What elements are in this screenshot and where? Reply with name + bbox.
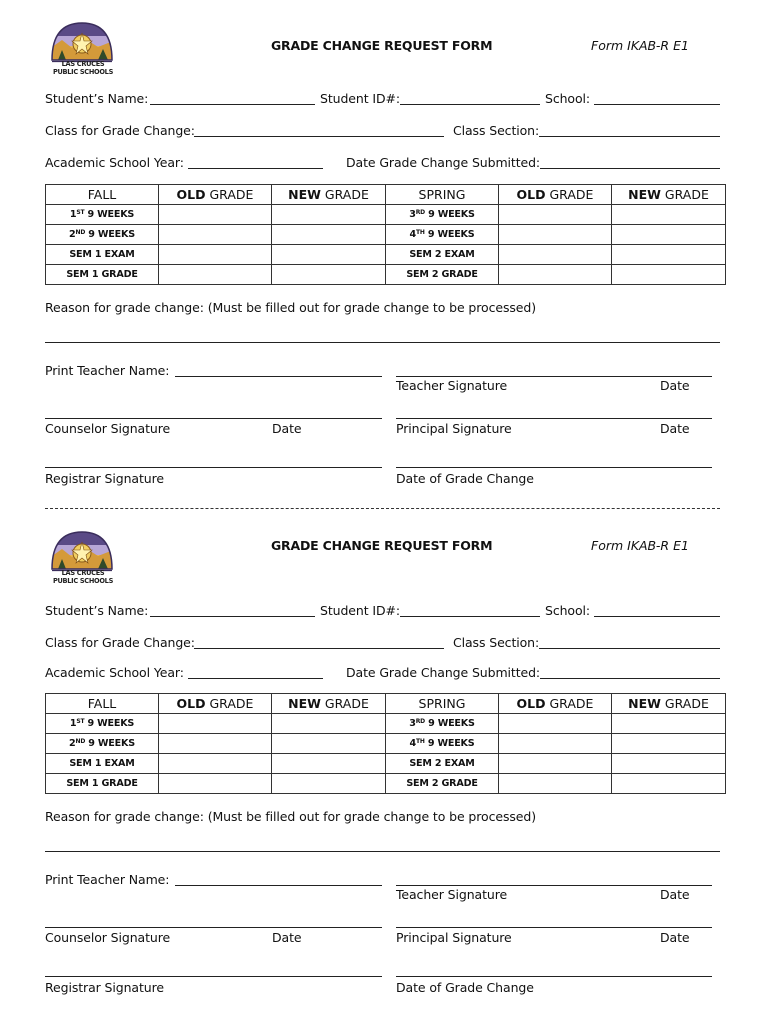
spring-old-grade-cell[interactable]: [499, 774, 612, 794]
academic-year-field[interactable]: [188, 168, 323, 169]
fall-new-grade-cell[interactable]: [272, 754, 386, 774]
grade-table-header: [46, 694, 726, 714]
logo-wordmark: LAS CRUCES PUBLIC SCHOOLS: [52, 569, 114, 585]
table-row: [46, 734, 726, 754]
fall-new-grade-cell[interactable]: [272, 245, 386, 265]
spring-old-grade-cell[interactable]: [499, 265, 612, 285]
academic-year-label: Academic School Year:: [45, 665, 184, 680]
class-field[interactable]: [194, 648, 444, 649]
spring-period-label: 4TH 9 WEEKS: [386, 225, 499, 245]
fall-new-grade-header: NEW GRADE: [272, 185, 386, 205]
spring-old-grade-cell[interactable]: [499, 205, 612, 225]
form-title: GRADE CHANGE REQUEST FORM: [271, 538, 493, 553]
principal-signature-label: Principal Signature: [396, 421, 512, 436]
student-id-label: Student ID#:: [320, 603, 400, 618]
fall-period-label: 1ST 9 WEEKS: [46, 714, 159, 734]
spring-period-label: SEM 2 GRADE: [386, 265, 499, 285]
principal-signature-label: Principal Signature: [396, 930, 512, 945]
table-row: [46, 714, 726, 734]
school-field[interactable]: [594, 104, 720, 105]
fall-old-grade-cell[interactable]: [159, 734, 272, 754]
reason-field[interactable]: [45, 342, 720, 343]
teacher-signature-line[interactable]: [396, 376, 712, 377]
class-section-label: Class Section:: [453, 635, 540, 650]
spring-old-grade-cell[interactable]: [499, 714, 612, 734]
fall-old-grade-header: OLD GRADE: [159, 185, 272, 205]
class-field[interactable]: [194, 136, 444, 137]
fall-old-grade-cell[interactable]: [159, 774, 272, 794]
date-submitted-label: Date Grade Change Submitted:: [346, 665, 541, 680]
counselor-signature-label: Counselor Signature: [45, 421, 171, 436]
spring-header: SPRING: [386, 694, 499, 714]
student-name-field[interactable]: [150, 616, 315, 617]
fall-new-grade-cell[interactable]: [272, 734, 386, 754]
registrar-signature-label: Registrar Signature: [45, 471, 164, 486]
date-of-change-label: Date of Grade Change: [396, 980, 534, 995]
spring-header: SPRING: [386, 185, 499, 205]
school-label: School:: [545, 603, 591, 618]
counselor-signature-label: Counselor Signature: [45, 930, 171, 945]
academic-year-field[interactable]: [188, 678, 323, 679]
date-submitted-label: Date Grade Change Submitted:: [346, 155, 541, 170]
fall-header: FALL: [46, 694, 159, 714]
print-teacher-label: Print Teacher Name:: [45, 872, 170, 887]
form-number: Form IKAB-R E1: [591, 38, 689, 53]
teacher-signature-label: Teacher Signature: [396, 887, 508, 902]
fall-old-grade-cell[interactable]: [159, 754, 272, 774]
fall-header: FALL: [46, 185, 159, 205]
student-name-label: Student’s Name:: [45, 603, 149, 618]
spring-period-label: 4TH 9 WEEKS: [386, 734, 499, 754]
spring-new-grade-cell[interactable]: [612, 774, 726, 794]
fall-period-label: 2ND 9 WEEKS: [46, 734, 159, 754]
principal-signature-line[interactable]: [396, 418, 712, 419]
date-of-change-label: Date of Grade Change: [396, 471, 534, 486]
fall-new-grade-cell[interactable]: [272, 205, 386, 225]
teacher-signature-line[interactable]: [396, 885, 712, 886]
spring-new-grade-header: NEW GRADE: [612, 694, 726, 714]
print-teacher-label: Print Teacher Name:: [45, 363, 170, 378]
class-section-field[interactable]: [539, 136, 720, 137]
fall-new-grade-cell[interactable]: [272, 265, 386, 285]
registrar-signature-label: Registrar Signature: [45, 980, 164, 995]
grade-change-form-bottom: [0, 509, 770, 1019]
spring-old-grade-cell[interactable]: [499, 245, 612, 265]
table-row: [46, 265, 726, 285]
date-of-change-line[interactable]: [396, 467, 712, 468]
table-row: [46, 205, 726, 225]
grade-table: [45, 184, 726, 285]
logo-wordmark: LAS CRUCES PUBLIC SCHOOLS: [52, 60, 114, 76]
student-name-field[interactable]: [150, 104, 315, 105]
print-teacher-field[interactable]: [175, 376, 382, 377]
spring-new-grade-cell[interactable]: [612, 245, 726, 265]
table-row: [46, 245, 726, 265]
counselor-date-label: Date: [272, 930, 302, 945]
student-id-field[interactable]: [400, 616, 540, 617]
class-label: Class for Grade Change:: [45, 123, 195, 138]
principal-signature-line[interactable]: [396, 927, 712, 928]
principal-date-label: Date: [660, 421, 690, 436]
school-field[interactable]: [594, 616, 720, 617]
spring-period-label: SEM 2 GRADE: [386, 774, 499, 794]
grade-table: [45, 693, 726, 794]
table-row: [46, 225, 726, 245]
spring-new-grade-cell[interactable]: [612, 714, 726, 734]
spring-old-grade-cell[interactable]: [499, 734, 612, 754]
reason-label: Reason for grade change: (Must be filled out for grade change to be processed): [45, 809, 536, 824]
fall-old-grade-header: OLD GRADE: [159, 694, 272, 714]
spring-new-grade-cell[interactable]: [612, 225, 726, 245]
form-number: Form IKAB-R E1: [591, 538, 689, 553]
spring-new-grade-cell[interactable]: [612, 205, 726, 225]
school-label: School:: [545, 91, 591, 106]
reason-label: Reason for grade change: (Must be filled out for grade change to be processed): [45, 300, 536, 315]
fall-old-grade-cell[interactable]: [159, 205, 272, 225]
registrar-signature-line[interactable]: [45, 976, 382, 977]
spring-period-label: SEM 2 EXAM: [386, 754, 499, 774]
counselor-date-label: Date: [272, 421, 302, 436]
class-section-label: Class Section:: [453, 123, 540, 138]
print-teacher-field[interactable]: [175, 885, 382, 886]
spring-new-grade-cell[interactable]: [612, 754, 726, 774]
table-row: [46, 754, 726, 774]
student-id-field[interactable]: [400, 104, 540, 105]
date-of-change-line[interactable]: [396, 976, 712, 977]
fall-old-grade-cell[interactable]: [159, 245, 272, 265]
table-row: [46, 774, 726, 794]
date-submitted-field[interactable]: [540, 678, 720, 679]
counselor-signature-line[interactable]: [45, 927, 382, 928]
fall-period-label: SEM 1 GRADE: [46, 774, 159, 794]
registrar-signature-line[interactable]: [45, 467, 382, 468]
grade-table-header: [46, 185, 726, 205]
spring-new-grade-cell[interactable]: [612, 265, 726, 285]
counselor-signature-line[interactable]: [45, 418, 382, 419]
fall-old-grade-cell[interactable]: [159, 714, 272, 734]
class-section-field[interactable]: [539, 648, 720, 649]
fall-new-grade-cell[interactable]: [272, 714, 386, 734]
student-name-label: Student’s Name:: [45, 91, 149, 106]
teacher-date-label: Date: [660, 887, 690, 902]
spring-period-label: 3RD 9 WEEKS: [386, 714, 499, 734]
class-label: Class for Grade Change:: [45, 635, 195, 650]
teacher-signature-label: Teacher Signature: [396, 378, 508, 393]
principal-date-label: Date: [660, 930, 690, 945]
fall-period-label: SEM 1 EXAM: [46, 754, 159, 774]
fall-old-grade-cell[interactable]: [159, 225, 272, 245]
teacher-date-label: Date: [660, 378, 690, 393]
fall-new-grade-cell[interactable]: [272, 774, 386, 794]
spring-old-grade-cell[interactable]: [499, 225, 612, 245]
spring-old-grade-cell[interactable]: [499, 754, 612, 774]
spring-old-grade-header: OLD GRADE: [499, 185, 612, 205]
spring-period-label: 3RD 9 WEEKS: [386, 205, 499, 225]
grade-change-form-top: [0, 0, 770, 510]
spring-period-label: SEM 2 EXAM: [386, 245, 499, 265]
fall-period-label: SEM 1 GRADE: [46, 265, 159, 285]
student-id-label: Student ID#:: [320, 91, 400, 106]
form-title: GRADE CHANGE REQUEST FORM: [271, 38, 493, 53]
fall-period-label: SEM 1 EXAM: [46, 245, 159, 265]
reason-field[interactable]: [45, 851, 720, 852]
spring-new-grade-cell[interactable]: [612, 734, 726, 754]
spring-old-grade-header: OLD GRADE: [499, 694, 612, 714]
fall-old-grade-cell[interactable]: [159, 265, 272, 285]
academic-year-label: Academic School Year:: [45, 155, 184, 170]
fall-period-label: 2ND 9 WEEKS: [46, 225, 159, 245]
fall-period-label: 1ST 9 WEEKS: [46, 205, 159, 225]
fall-new-grade-header: NEW GRADE: [272, 694, 386, 714]
spring-new-grade-header: NEW GRADE: [612, 185, 726, 205]
fall-new-grade-cell[interactable]: [272, 225, 386, 245]
date-submitted-field[interactable]: [540, 168, 720, 169]
